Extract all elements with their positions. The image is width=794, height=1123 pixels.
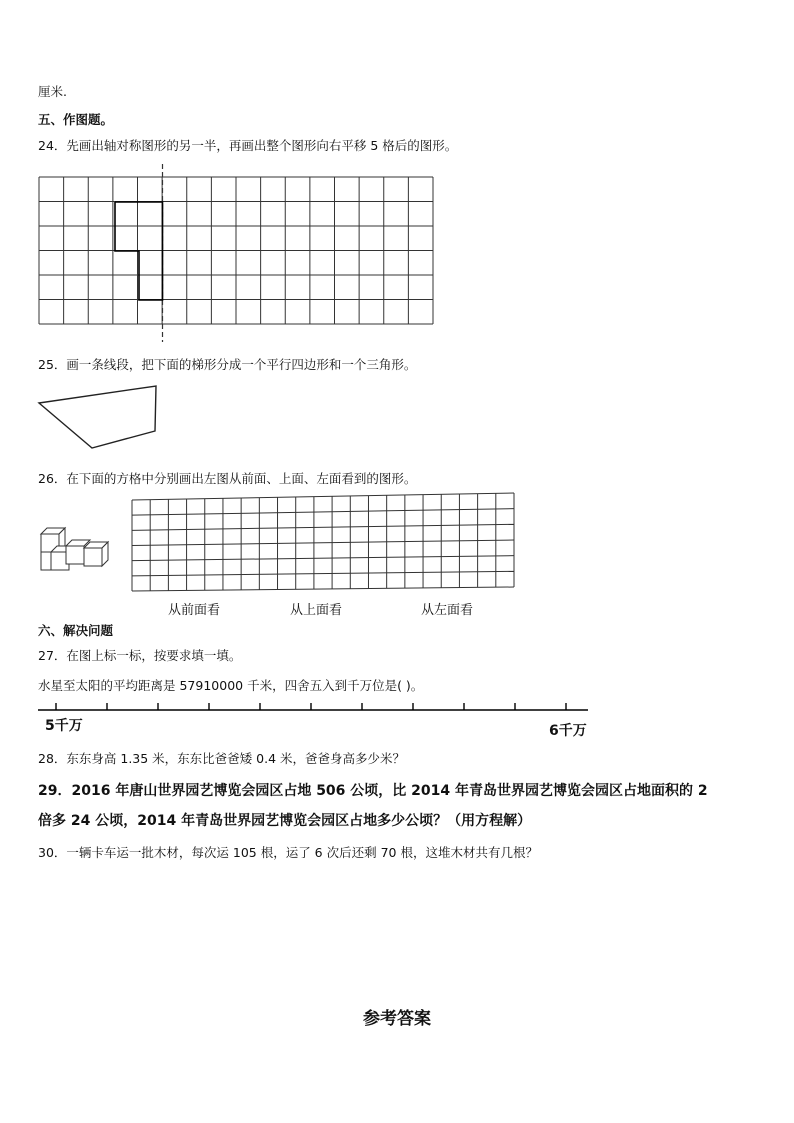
number-line-start-label: 5千万 [45, 718, 83, 734]
number-line [38, 700, 598, 720]
grid-line [132, 509, 514, 516]
grid-line [132, 540, 514, 546]
number-line-end-label: 6千万 [549, 723, 587, 739]
question-27-detail: 水星至太阳的平均距离是 57910000 千米，四舍五入到千万位是( )。 [38, 678, 424, 693]
grid-line [132, 556, 514, 561]
grid-line [132, 587, 514, 591]
section-6-heading: 六、解决问题 [38, 623, 114, 638]
question-28: 28．东东身高 1.35 米，东东比爸爸矮 0.4 米，爸爸身高多少米？ [38, 751, 406, 766]
question-24: 24．先画出轴对称图形的另一半，再画出整个图形向右平移 5 格后的图形。 [38, 138, 458, 153]
text-cm: 厘米. [38, 84, 67, 99]
label-top-view: 从上面看 [290, 603, 343, 618]
cube-figure [38, 526, 118, 581]
question-25: 25．画一条线段，把下面的梯形分成一个平行四边形和一个三角形。 [38, 357, 417, 372]
label-left-view: 从左面看 [421, 603, 474, 618]
grid-line [132, 524, 514, 530]
label-front-view: 从前面看 [168, 603, 221, 618]
trapezoid [38, 385, 168, 455]
question-27: 27．在图上标一标，按要求填一填。 [38, 648, 242, 663]
symmetry-grid [38, 170, 438, 345]
question-26: 26．在下面的方格中分别画出左图从前面、上面、左面看到的图形。 [38, 471, 417, 486]
section-5-heading: 五、作图题。 [38, 112, 114, 127]
question-29-line-2: 倍多 24 公顷，2014 年青岛世界园艺博览会园区占地多少公顷？（用方程解） [38, 813, 532, 829]
question-30: 30．一辆卡车运一批木材，每次运 105 根，运了 6 次后还剩 70 根，这堆木材共有几根？ [38, 845, 538, 860]
answer-title: 参考答案 [363, 1009, 431, 1029]
grid-line [132, 571, 514, 576]
view-grid [132, 490, 532, 600]
grid-line [132, 493, 514, 500]
question-29-line-1: 29．2016 年唐山世界园艺博览会园区占地 506 公顷，比 2014 年青岛世界园艺博览会园区占地面积的 2 [38, 783, 708, 799]
